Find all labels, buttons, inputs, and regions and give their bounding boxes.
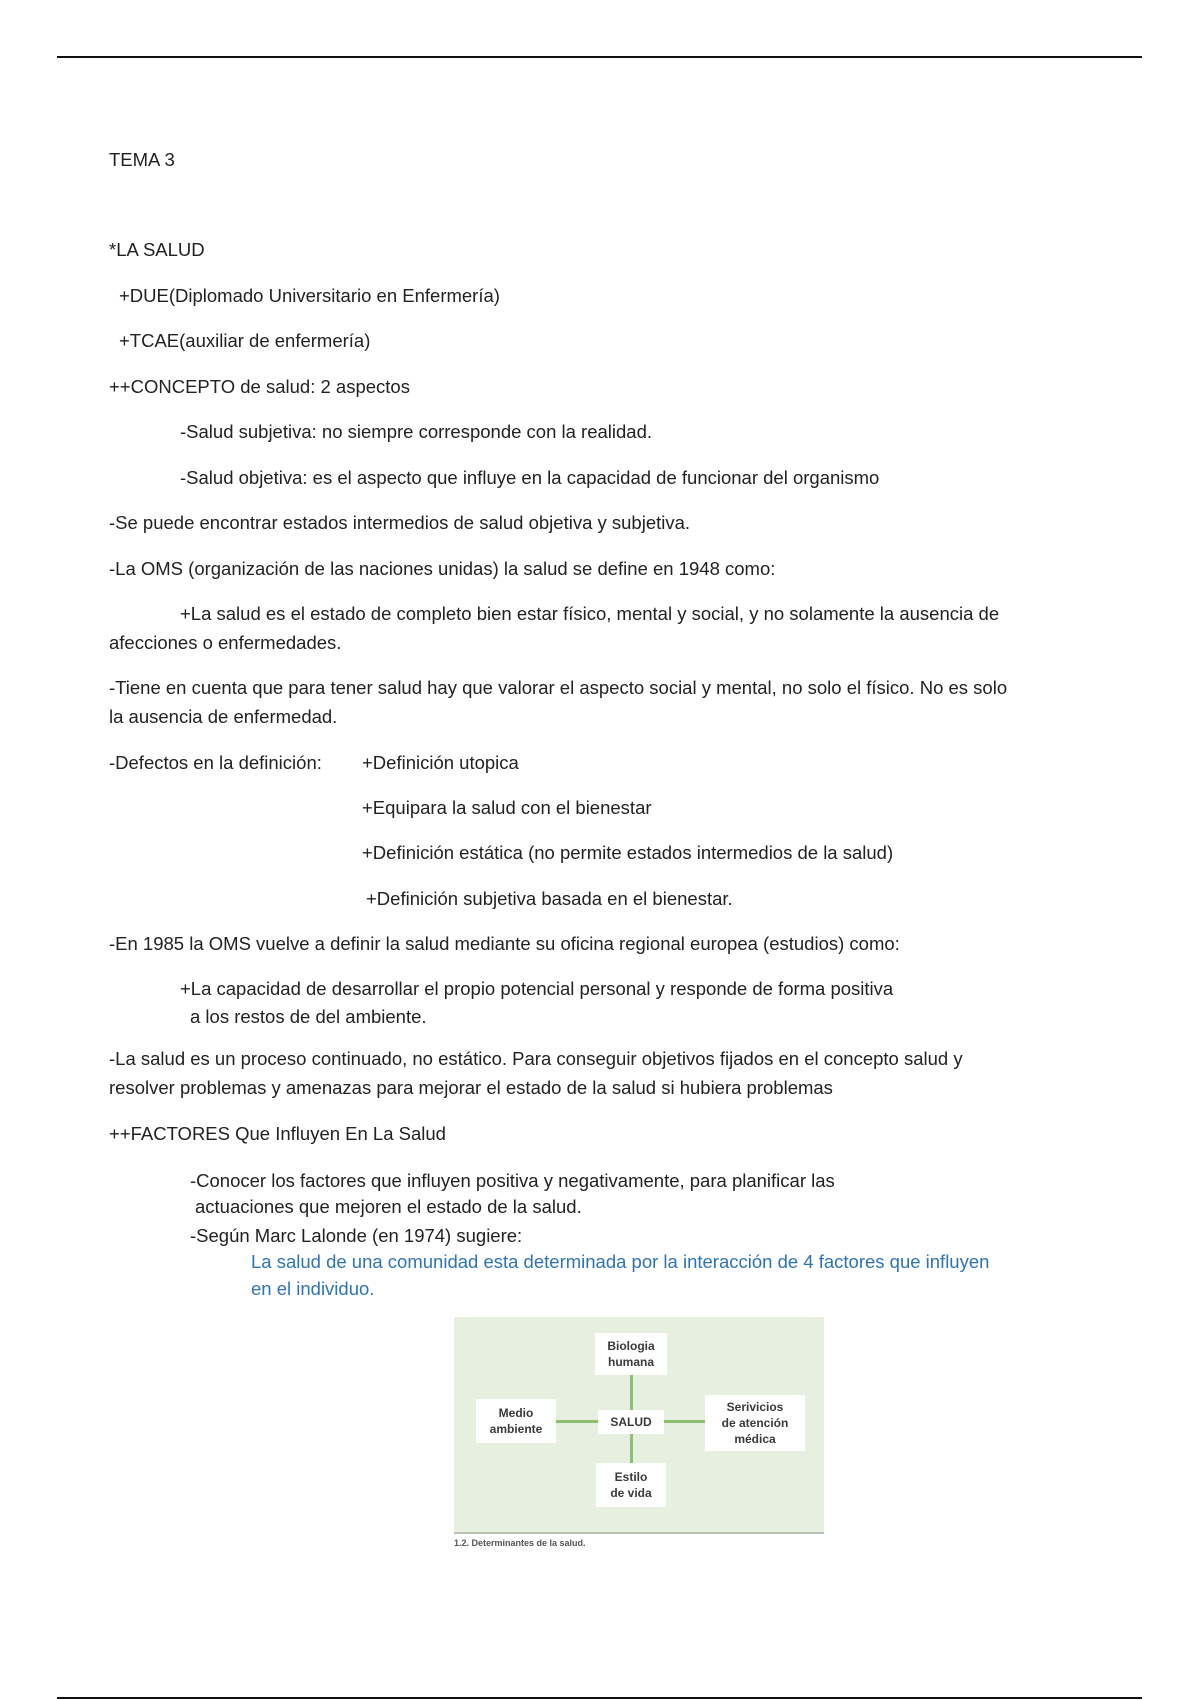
salud-center-box bbox=[598, 1410, 664, 1434]
definicion-line1: +La salud es el estado de completo bien estar físico, mental y social, y no solamente la ausencia de bbox=[180, 603, 1000, 624]
capacidad-line2: a los restos de del ambiente. bbox=[190, 1006, 427, 1027]
proceso-line2: resolver problemas y amenazas para mejorar el estado de la salud si hubiera problemas bbox=[109, 1077, 833, 1098]
concepto-heading: ++CONCEPTO de salud: 2 aspectos bbox=[109, 376, 410, 397]
defecto-item: +Definición subjetiva basada en el bienestar. bbox=[366, 888, 733, 909]
lalonde-line: -Según Marc Lalonde (en 1974) sugiere: bbox=[190, 1225, 523, 1246]
servicios-label: Serivicios bbox=[726, 1400, 784, 1414]
medio-label: Medio bbox=[498, 1406, 534, 1420]
defectos-label: -Defectos en la definición: bbox=[109, 752, 322, 773]
comunidad-line2: en el individuo. bbox=[251, 1278, 375, 1299]
comunidad-line1: La salud de una comunidad esta determinada por la interacción de 4 factores que influyen bbox=[251, 1251, 990, 1272]
defecto-item: +Definición estática (no permite estados intermedios de la salud) bbox=[362, 842, 894, 863]
estados-intermedios: -Se puede encontrar estados intermedios de salud objetiva y subjetiva. bbox=[109, 512, 691, 533]
oms-1948: -La OMS (organización de las naciones unidas) la salud se define en 1948 como: bbox=[109, 558, 776, 579]
salud-label: SALUD bbox=[610, 1415, 652, 1429]
definicion-line2: afecciones o enfermedades. bbox=[109, 632, 342, 653]
atencion-label: de atención bbox=[721, 1416, 789, 1430]
salud-objetiva: -Salud objetiva: es el aspecto que influye en la capacidad de funcionar del organismo bbox=[180, 467, 880, 488]
diagram-caption: 1.2. Determinantes de la salud. bbox=[454, 1538, 586, 1548]
biologia-label: Biologia bbox=[607, 1339, 655, 1353]
section-heading: *LA SALUD bbox=[109, 239, 205, 260]
oms-1985: -En 1985 la OMS vuelve a definir la salud mediante su oficina regional europea (estudios) como: bbox=[109, 933, 900, 954]
conocer-line2: actuaciones que mejoren el estado de la salud. bbox=[195, 1196, 582, 1217]
estilo-vida-box bbox=[596, 1463, 666, 1507]
bottom-divider bbox=[57, 1697, 1142, 1699]
tiene-line2: la ausencia de enfermedad. bbox=[109, 706, 338, 727]
defecto-item: +Definición utopica bbox=[362, 752, 519, 773]
proceso-line1: -La salud es un proceso continuado, no estático. Para conseguir objetivos fijados en el concepto salud y bbox=[109, 1048, 963, 1069]
capacidad-line1: +La capacidad de desarrollar el propio potencial personal y responde de forma positiva bbox=[180, 978, 894, 999]
conocer-line1: -Conocer los factores que influyen positiva y negativamente, para planificar las bbox=[190, 1170, 835, 1191]
health-determinants-diagram bbox=[454, 1317, 824, 1534]
servicios-box bbox=[705, 1395, 805, 1451]
de-vida-label: de vida bbox=[610, 1486, 652, 1500]
medica-label: médica bbox=[734, 1432, 776, 1446]
tiene-line1: -Tiene en cuenta que para tener salud hay que valorar el aspecto social y mental, no solo el físico. No es solo bbox=[109, 677, 1008, 698]
defecto-item: +Equipara la salud con el bienestar bbox=[362, 797, 652, 818]
medio-ambiente-box bbox=[476, 1399, 556, 1443]
page-title: TEMA 3 bbox=[109, 149, 175, 170]
salud-subjetiva: -Salud subjetiva: no siempre corresponde con la realidad. bbox=[180, 421, 653, 442]
ambiente-label: ambiente bbox=[489, 1422, 543, 1436]
list-item-due: +DUE(Diplomado Universitario en Enfermería) bbox=[119, 285, 500, 306]
humana-label: humana bbox=[607, 1355, 654, 1369]
estilo-label: Estilo bbox=[614, 1470, 648, 1484]
factores-heading: ++FACTORES Que Influyen En La Salud bbox=[109, 1123, 446, 1144]
list-item-tcae: +TCAE(auxiliar de enfermería) bbox=[119, 330, 371, 351]
top-divider bbox=[57, 56, 1142, 58]
biologia-humana-box bbox=[595, 1333, 667, 1375]
